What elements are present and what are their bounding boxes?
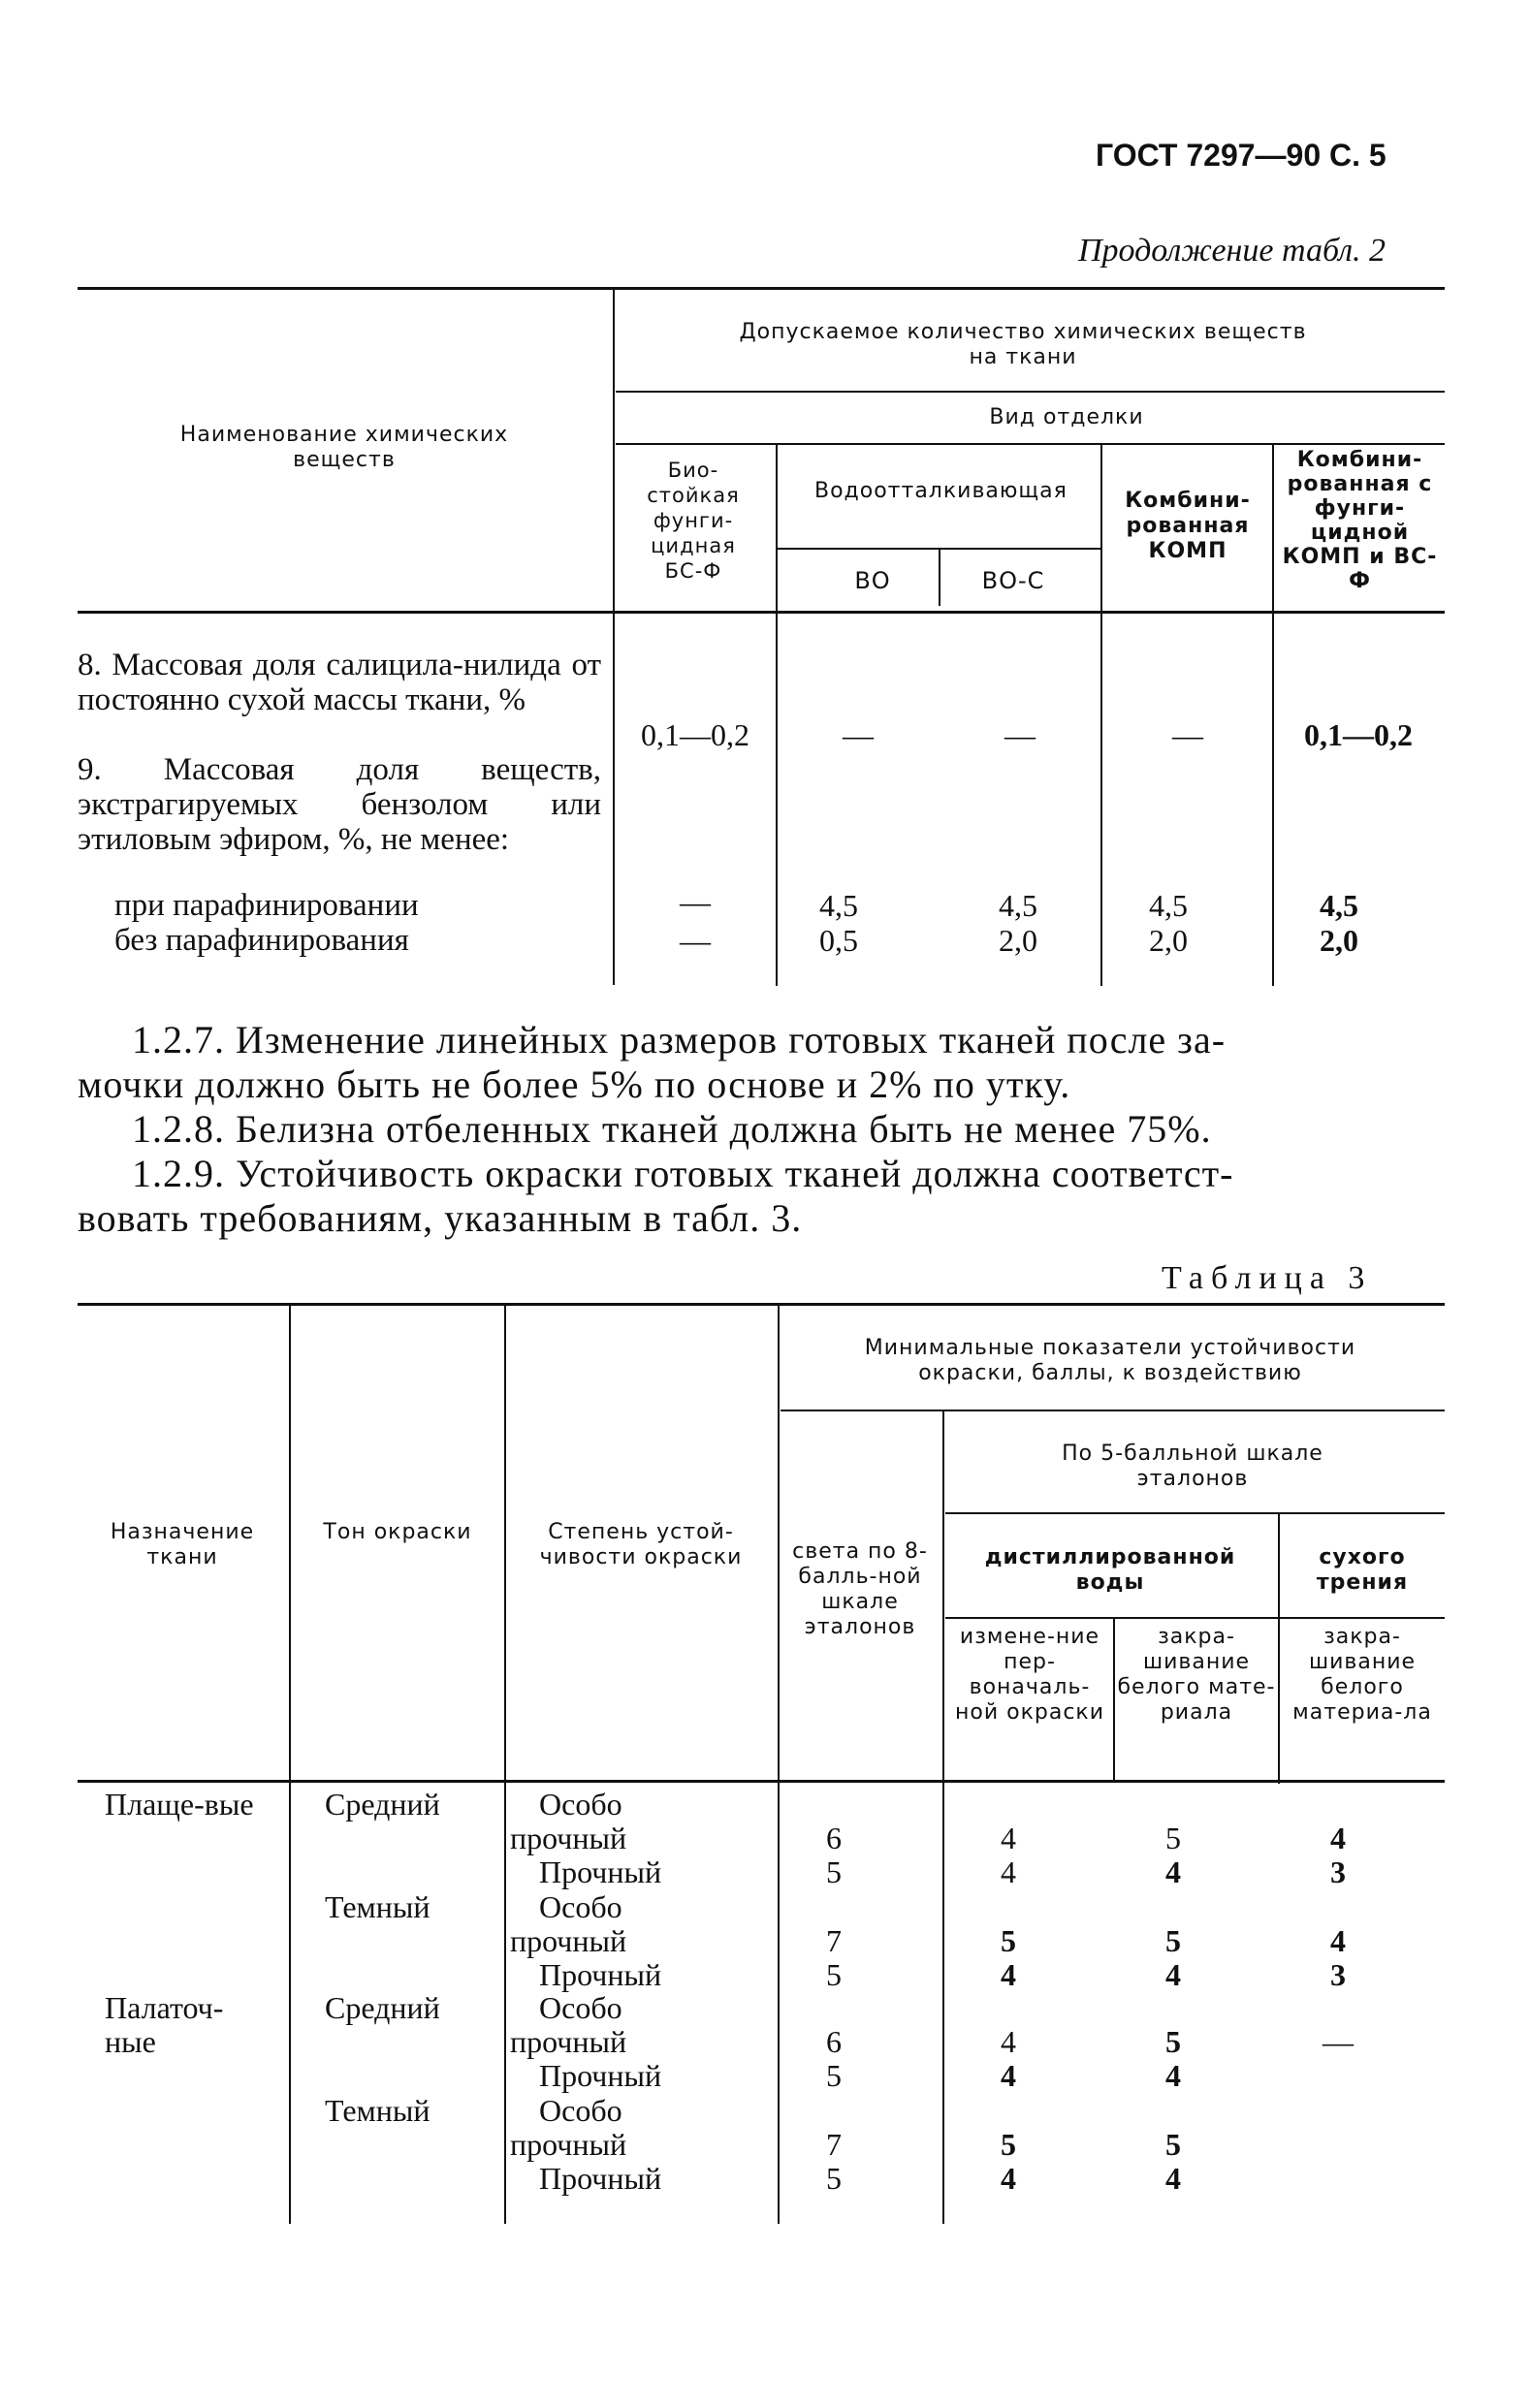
table-cell: —	[843, 717, 874, 752]
value-stain: 4	[1165, 2058, 1181, 2093]
col-header-komp: Комбини-рованная КОМП	[1125, 489, 1251, 563]
col-header-purpose: Назначение ткани	[110, 1520, 255, 1569]
table-cell: 2,0	[1320, 923, 1358, 958]
table-cell: 0,1—0,2	[1304, 717, 1413, 752]
col-header-degree: Степень устой-чивости окраски	[539, 1520, 743, 1569]
col-header-stain-dry: закра-шивание белого материа-ла	[1292, 1625, 1432, 1725]
value-change: 4	[1001, 2058, 1016, 2093]
value-stain: 5	[1165, 2024, 1181, 2059]
table-cell: 0,1—0,2	[641, 717, 749, 752]
table-cell: —	[1172, 717, 1203, 752]
col-header-scale5: По 5-балльной шкале эталонов	[1062, 1442, 1323, 1491]
table-cell: 4,5	[999, 888, 1037, 923]
value-light: 5	[826, 1957, 842, 1992]
degree-cell: Особо прочный	[510, 1889, 627, 1958]
table-row-name: 8. Массовая доля салицила-нилида от постоянно сухой массы ткани, %	[78, 648, 601, 717]
table-cell: 4,5	[1320, 888, 1358, 923]
col-header-dist-water: дистиллированной воды	[984, 1545, 1236, 1595]
paragraph-1-2-7: 1.2.7. Изменение линейных размеров готовых тканей после за-	[132, 1018, 1227, 1061]
value-dry: 4	[1330, 1923, 1346, 1958]
paragraph-1-2-7-cont: мочки должно быть не более 5% по основе и 2% по утку.	[78, 1062, 1071, 1106]
degree-cell: Прочный	[539, 1957, 662, 1992]
table-3-title: Таблица 3	[1162, 1260, 1373, 1296]
table-cell: 4,5	[1149, 888, 1188, 923]
degree-cell: Прочный	[539, 1854, 662, 1889]
col-header-light: света по 8-балль-ной шкале эталонов	[792, 1539, 928, 1639]
value-change: 5	[1001, 2127, 1016, 2162]
tone-cell: Средний	[325, 1990, 440, 2025]
degree-cell: Прочный	[539, 2058, 662, 2093]
col-header-change: измене-ние пер-воначаль-ной окраски	[954, 1625, 1104, 1725]
table-row-name: 9. Массовая доля веществ, экстрагируемых бензолом или этиловым эфиром, %, не менее:	[78, 752, 601, 857]
paragraph-1-2-9-cont: вовать требованиям, указанным в табл. 3.	[78, 1196, 803, 1240]
value-dry: 4	[1330, 1821, 1346, 1855]
table-cell: 2,0	[1149, 923, 1188, 958]
col-header-bsf: Био-стойкая фунги-цидная БС-Ф	[647, 459, 740, 583]
table-cell: —	[1004, 717, 1036, 752]
tone-cell: Темный	[325, 2093, 430, 2128]
col-header-name: Наименование химических веществ	[179, 423, 509, 472]
col-header-komp-f: Комбини-рованная с фунги-цидной КОМП и ВС-Ф	[1282, 448, 1438, 593]
table-row-name: без парафинирования	[114, 923, 409, 958]
col-header-vos: ВО-С	[981, 567, 1045, 594]
table-cell: 4,5	[819, 888, 858, 923]
table-cell: —	[680, 884, 711, 919]
col-header-finish: Вид отделки	[989, 405, 1144, 429]
table-cell: —	[680, 923, 711, 958]
value-change: 5	[1001, 1923, 1016, 1958]
value-stain: 4	[1165, 1957, 1181, 1992]
tone-cell: Средний	[325, 1787, 440, 1822]
purpose-cell: Плаще-вые	[105, 1787, 254, 1822]
col-header-vo: ВО	[854, 567, 891, 594]
value-change: 4	[1001, 1854, 1016, 1889]
col-header-water: Водоотталкивающая	[814, 479, 1068, 503]
value-stain: 4	[1165, 2161, 1181, 2196]
table-cell: 0,5	[819, 923, 858, 958]
col-header-min: Минимальные показатели устойчивости окраски, баллы, к воздействию	[864, 1336, 1356, 1385]
page-header: ГОСТ 7297—90 С. 5	[1096, 138, 1387, 173]
value-light: 6	[826, 1821, 842, 1855]
table-cell: 2,0	[999, 923, 1037, 958]
value-dry: 3	[1330, 1957, 1346, 1992]
col-header-dry-rub: сухого трения	[1316, 1545, 1409, 1595]
value-light: 5	[826, 2161, 842, 2196]
value-light: 7	[826, 1923, 842, 1958]
value-change: 4	[1001, 2161, 1016, 2196]
purpose-cell: Палаточ-ные	[105, 1990, 224, 2059]
value-change: 4	[1001, 2024, 1016, 2059]
col-header-stain: закра-шивание белого мате-риала	[1117, 1625, 1276, 1725]
table-continuation-label: Продолжение табл. 2	[1078, 233, 1387, 269]
value-stain: 5	[1165, 1821, 1181, 1855]
value-light: 6	[826, 2024, 842, 2059]
value-light: 5	[826, 1854, 842, 1889]
value-stain: 5	[1165, 2127, 1181, 2162]
tone-cell: Темный	[325, 1889, 430, 1924]
degree-cell: Прочный	[539, 2161, 662, 2196]
col-header-tone: Тон окраски	[323, 1520, 472, 1544]
value-stain: 4	[1165, 1854, 1181, 1889]
value-dry: 3	[1330, 1854, 1346, 1889]
paragraph-1-2-9: 1.2.9. Устойчивость окраски готовых тканей должна соответст-	[132, 1152, 1234, 1195]
value-dry: —	[1323, 2024, 1354, 2059]
value-light: 5	[826, 2058, 842, 2093]
value-stain: 5	[1165, 1923, 1181, 1958]
value-light: 7	[826, 2127, 842, 2162]
paragraph-1-2-8: 1.2.8. Белизна отбеленных тканей должна быть не менее 75%.	[132, 1107, 1212, 1151]
col-header-allowed: Допускаемое количество химических веществ на ткани	[739, 320, 1307, 369]
table-row-name: при парафинировании	[114, 888, 419, 923]
value-change: 4	[1001, 1957, 1016, 1992]
degree-cell: Особо прочный	[510, 1990, 627, 2059]
value-change: 4	[1001, 1821, 1016, 1855]
degree-cell: Особо прочный	[510, 2093, 627, 2162]
degree-cell: Особо прочный	[510, 1787, 627, 1855]
